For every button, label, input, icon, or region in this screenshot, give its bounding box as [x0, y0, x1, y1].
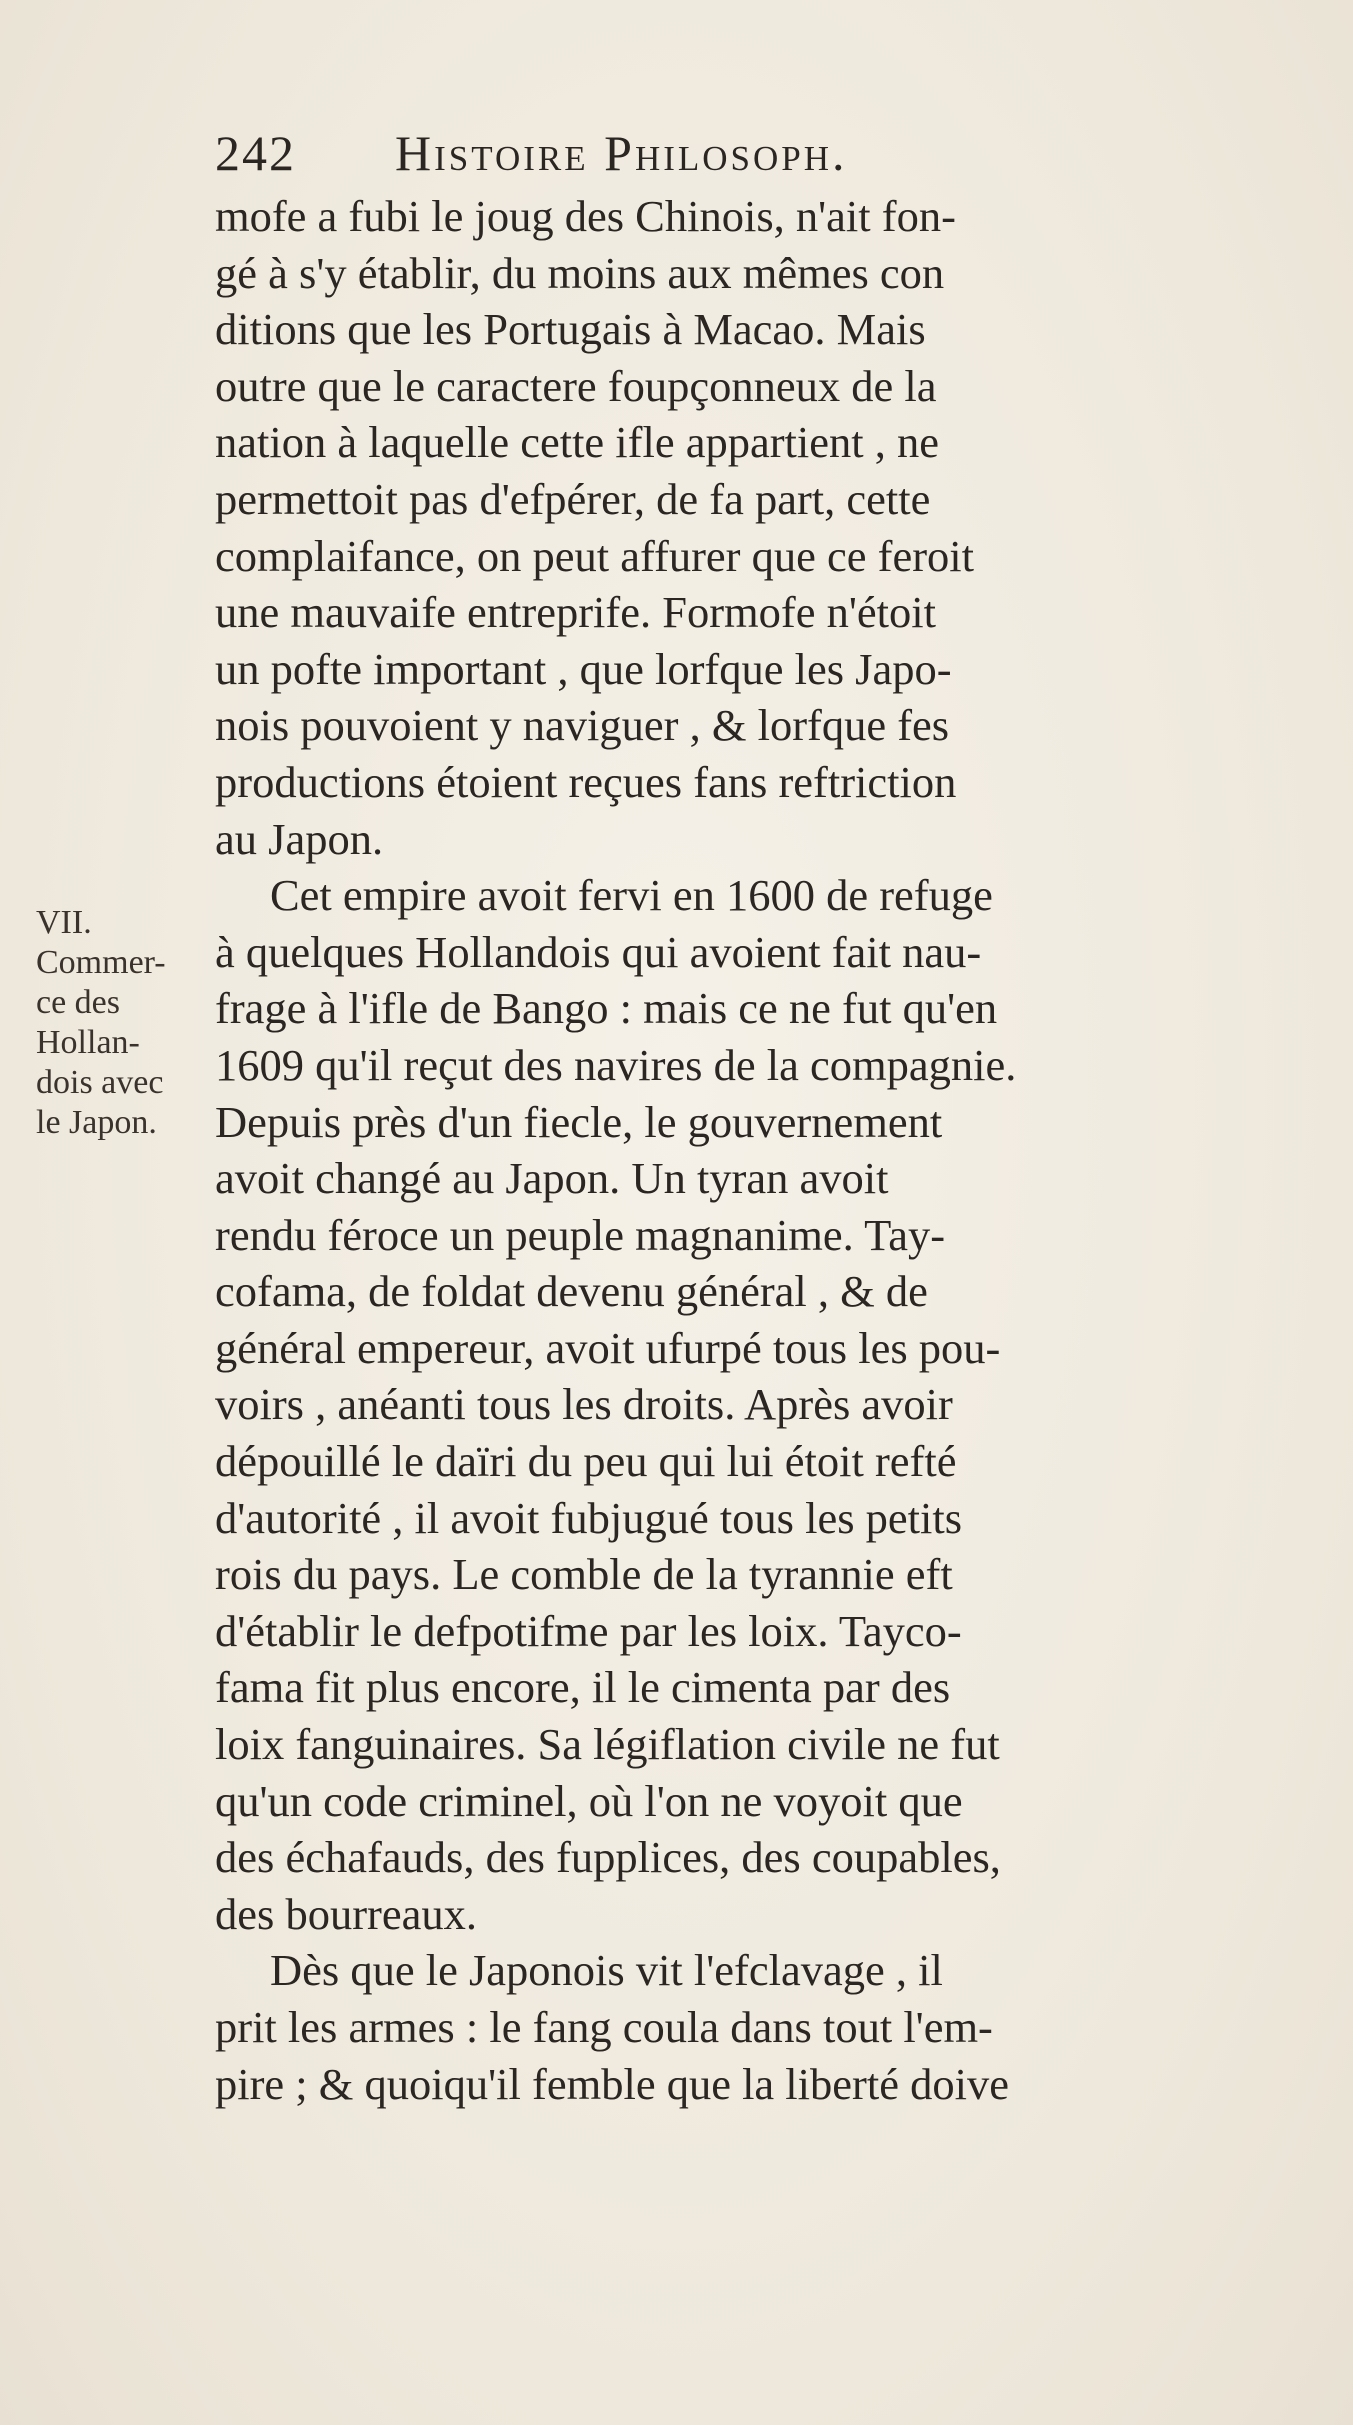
page-header: [215, 118, 1255, 188]
margin-note-line: dois avec: [36, 1064, 164, 1101]
paragraph-start-line: Cet empire avoit fervi en 1600 de refuge: [270, 870, 993, 921]
paragraph-start-line: Dès que le Japonois vit l'efclavage , il: [270, 1945, 943, 1996]
text-line: des échafauds, des fupplices, des coupables,: [215, 1832, 1001, 1883]
text-line: une mauvaife entreprife. Formofe n'étoit: [215, 587, 936, 638]
page-number: 242: [215, 125, 296, 181]
text-line: fama fit plus encore, il le cimenta par des: [215, 1662, 951, 1713]
margin-note-line: Commer-: [36, 944, 166, 981]
text-line: Depuis près d'un fiecle, le gouvernement: [215, 1096, 943, 1147]
text-line: rendu féroce un peuple magnanime. Tay-: [215, 1209, 946, 1260]
text-line: d'autorité , il avoit fubjugué tous les petits: [215, 1492, 963, 1543]
text-line: nois pouvoient y naviguer , & lorfque fes: [215, 700, 950, 751]
text-line: 1609 qu'il reçut des navires de la compagnie.: [215, 1039, 1017, 1090]
text-line: rois du pays. Le comble de la tyrannie eft: [215, 1549, 953, 1600]
text-line: frage à l'ifle de Bango : mais ce ne fut qu'en: [215, 983, 998, 1034]
text-line: au Japon.: [215, 813, 384, 864]
text-line: gé à s'y établir, du moins aux mêmes con: [215, 247, 945, 298]
text-line: loix fanguinaires. Sa légiflation civile ne fut: [215, 1719, 1000, 1770]
text-line: à quelques Hollandois qui avoient fait nau-: [215, 926, 982, 977]
text-line: voirs , anéanti tous les droits. Après avoir: [215, 1379, 953, 1430]
text-line: qu'un code criminel, où l'on ne voyoit que: [215, 1775, 963, 1826]
text-line: un pofte important , que lorfque les Japo-: [215, 643, 952, 694]
text-line: pire ; & quoiqu'il femble que la liberté doive: [215, 2058, 1009, 2109]
margin-note-line: ce des: [36, 984, 121, 1021]
text-line: cofama, de foldat devenu général , & de: [215, 1266, 928, 1317]
text-line: prit les armes : le fang coula dans tout l'em-: [215, 2002, 993, 2052]
running-title: Histoire Philosoph.: [395, 125, 848, 181]
text-line: dépouillé le daïri du peu qui lui étoit refté: [215, 1436, 957, 1487]
text-line: général empereur, avoit ufurpé tous les pou-: [215, 1322, 1001, 1373]
text-line: des bourreaux.: [215, 1888, 477, 1939]
body-text: [215, 188, 1255, 2112]
text-line: complaifance, on peut affurer que ce feroit: [215, 530, 974, 581]
text-line: mofe a fubi le joug des Chinois, n'ait fon-: [215, 191, 956, 241]
margin-note-line: le Japon.: [36, 1104, 157, 1141]
text-line: permettoit pas d'efpérer, de fa part, cette: [215, 473, 931, 524]
margin-note-line: VII.: [36, 904, 92, 941]
margin-note: [36, 903, 216, 1143]
text-line: d'établir le defpotifme par les loix. Tayco-: [215, 1605, 962, 1656]
text-line: nation à laquelle cette ifle appartient , ne: [215, 417, 940, 468]
text-line: productions étoient reçues fans reftriction: [215, 756, 957, 807]
text-line: ditions que les Portugais à Macao. Mais: [215, 304, 926, 355]
text-line: avoit changé au Japon. Un tyran avoit: [215, 1153, 889, 1204]
margin-note-line: Hollan-: [36, 1024, 140, 1061]
text-line: outre que le caractere foupçonneux de la: [215, 360, 937, 411]
